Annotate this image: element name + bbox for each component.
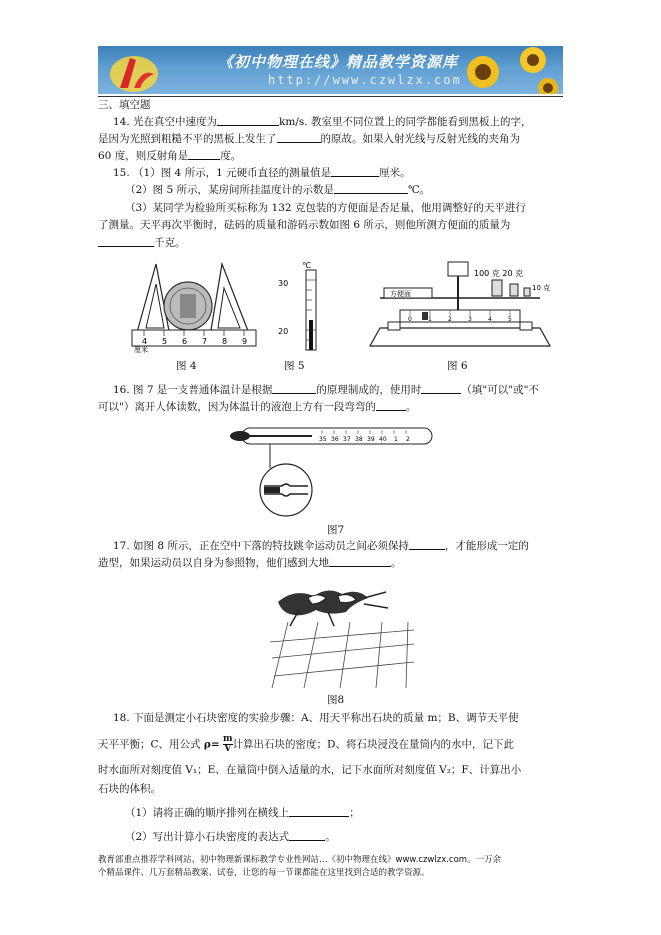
bowl-label: 方便面 xyxy=(390,290,411,298)
scale-tick: 0 xyxy=(408,316,412,323)
answer-blank xyxy=(272,383,316,394)
q17-line1 xyxy=(113,539,529,553)
q18-line4: 石块的体积。 xyxy=(98,783,161,795)
q18-text: 计算出石块的密度；D、将石块浸没在量筒内的水中，记下此 xyxy=(232,738,514,751)
q15-text: ℃。 xyxy=(408,184,431,196)
ruler-unit: 厘米 xyxy=(134,346,148,354)
q18-text: 天平平衡；C、用公式 xyxy=(98,738,201,751)
section-heading: 三、填空题 xyxy=(98,99,151,111)
therm-unit: ℃ xyxy=(302,261,311,270)
figure-4-caption: 图 4 xyxy=(176,360,197,372)
figure-7-clinical-thermometer xyxy=(222,420,442,520)
therm-tick: 20 xyxy=(278,327,289,336)
q16-line2 xyxy=(98,400,416,414)
q16-line1 xyxy=(113,383,539,397)
q16-text: 16. 图 7 是一支普通体温计是根据 xyxy=(113,384,273,396)
q17-text: 。 xyxy=(391,557,402,569)
figure-7-caption: 图7 xyxy=(327,524,345,536)
q14-text: 是因为光照到粗糙不平的黑板上发生了 xyxy=(98,133,277,145)
figure-8-caption: 图8 xyxy=(327,694,345,706)
q17-text: 17. 如图 8 所示，正在空中下落的特技跳伞运动员之间必须保持 xyxy=(113,540,409,552)
q14-text: 60 度，则反射角是 xyxy=(98,150,189,162)
q15-line1 xyxy=(113,166,411,180)
banner-url: http://www.czwlzx.com xyxy=(268,73,462,87)
q17-line2 xyxy=(98,556,402,570)
q15-text: （2）图 5 所示，某房间所挂温度计的示数是 xyxy=(125,184,335,196)
q18-text: （2）写出计算小石块密度的表达式 xyxy=(125,831,290,843)
formula-v: V xyxy=(224,744,232,754)
scale-label: 1 xyxy=(394,436,398,443)
scale-label: 2 xyxy=(406,436,410,443)
q15-line5 xyxy=(98,236,186,250)
q18-line3: 时水面所对刻度值 V₁；E、在量筒中倒入适量的水，记下水面所对刻度值 V₂；F、计算出小 xyxy=(98,764,522,776)
q17-text: ，才能形成一定的 xyxy=(444,540,529,552)
q15-line2 xyxy=(125,183,430,197)
density-formula xyxy=(204,735,233,754)
header-banner xyxy=(98,46,563,94)
answer-blank xyxy=(329,556,391,567)
q14-text: 度。 xyxy=(220,150,242,162)
figure-5-thermometer xyxy=(272,258,328,354)
q18-sub2 xyxy=(125,830,336,844)
q14-text: km/s. 教室里不同位置上的同学都能看到黑板上的字， xyxy=(279,116,532,128)
scale-label: 35 xyxy=(319,436,327,443)
scale-tick: 2 xyxy=(448,316,452,323)
q14-text: 14. 光在真空中速度为 xyxy=(113,116,218,128)
sunflower-icon xyxy=(443,46,563,94)
answer-blank xyxy=(409,539,445,550)
ruler-label: 8 xyxy=(222,337,228,346)
scale-tick: 3 xyxy=(468,316,472,323)
q18-sub1 xyxy=(125,806,360,820)
footer xyxy=(98,854,568,880)
q18-text: ； xyxy=(349,807,360,819)
answer-blank xyxy=(289,806,349,817)
figure-6-caption: 图 6 xyxy=(447,360,468,372)
weights-label: 100 克 20 克 xyxy=(474,269,524,278)
q18-line2 xyxy=(98,735,514,754)
q16-text: 的原理制成的，使用时 xyxy=(316,384,422,396)
answer-blank xyxy=(289,830,325,841)
q14-line1 xyxy=(113,115,531,129)
q15-text: 千克。 xyxy=(154,237,186,249)
q18-text: （1）请将正确的顺序排列在横线上 xyxy=(125,807,290,819)
answer-blank xyxy=(334,183,408,194)
ruler-label: 6 xyxy=(182,337,188,346)
footer-line1: 教育部重点推荐学科网站、初中物理新课标教学专业性网站…《初中物理在线》www.czwlzx.com。一万余 xyxy=(98,855,502,865)
q15-line4: 了测量。天平再次平衡时，砝码的质量和游码示数如图 6 所示，则他所测方便面的质量为 xyxy=(98,219,511,231)
answer-blank xyxy=(188,149,220,160)
answer-blank xyxy=(376,400,406,411)
therm-tick: 30 xyxy=(278,279,289,288)
ruler-label: 5 xyxy=(162,337,168,346)
banner-title: 《初中物理在线》精品教学资源库 xyxy=(218,53,459,71)
ruler-label: 9 xyxy=(242,337,248,346)
scale-label: 37 xyxy=(343,436,351,443)
answer-blank xyxy=(331,166,379,177)
scale-label: 39 xyxy=(367,436,375,443)
q16-text: 可以"）离开人体读数，因为体温计的液泡上方有一段弯弯的 xyxy=(98,401,376,413)
scale-label: 38 xyxy=(355,436,363,443)
scale-tick: 1 xyxy=(428,316,432,323)
scale-tick: 5 xyxy=(508,316,512,323)
q15-text: 15. （1）图 4 所示，1 元硬币直径的测量值是 xyxy=(113,167,332,179)
weight-small-label: 10 克 xyxy=(532,284,551,292)
q17-text: 造型，如果运动员以自身为参照物，他们感到大地 xyxy=(98,557,329,569)
q16-text: （填"可以"或"不 xyxy=(461,384,539,396)
answer-blank xyxy=(98,236,154,247)
figure-4-ruler-coin xyxy=(128,258,260,354)
q18-line1: 18. 下面是测定小石块密度的实验步骤：A、用天平称出石块的质量 m；B、调节天平使 xyxy=(113,712,519,724)
figure-5-caption: 图 5 xyxy=(284,360,305,372)
answer-blank xyxy=(277,132,321,143)
q18-text: 。 xyxy=(325,831,336,843)
scale-label: 40 xyxy=(379,436,387,443)
scale-label: 36 xyxy=(331,436,339,443)
formula-eq: = xyxy=(210,738,220,751)
formula-m: m xyxy=(223,734,233,744)
q14-line3 xyxy=(98,149,241,163)
logo-icon xyxy=(106,48,166,94)
q14-line2 xyxy=(98,132,520,146)
q15-text: 厘米。 xyxy=(379,167,411,179)
ruler-label: 4 xyxy=(142,337,148,346)
ruler-label: 7 xyxy=(202,337,208,346)
scale-tick: 4 xyxy=(488,316,492,323)
q14-text: 的原故。如果入射光线与反射光线的夹角为 xyxy=(320,133,520,145)
formula-rho: ρ xyxy=(203,738,211,751)
q16-text: 。 xyxy=(405,401,417,413)
answer-blank xyxy=(421,383,461,394)
q15-line3: （3）某同学为检验所买标称为 132 克包装的方便面是否足量，他用调整好的天平进行 xyxy=(125,202,526,214)
footer-line2: 个精品课件、几万套精品教案、试卷，让您的每一节课都能在这里找到合适的教学资源。 xyxy=(98,868,430,878)
figure-8-skydivers xyxy=(268,582,416,690)
answer-blank xyxy=(217,115,279,126)
figure-6-balance xyxy=(360,258,560,354)
header-rule xyxy=(98,96,563,97)
